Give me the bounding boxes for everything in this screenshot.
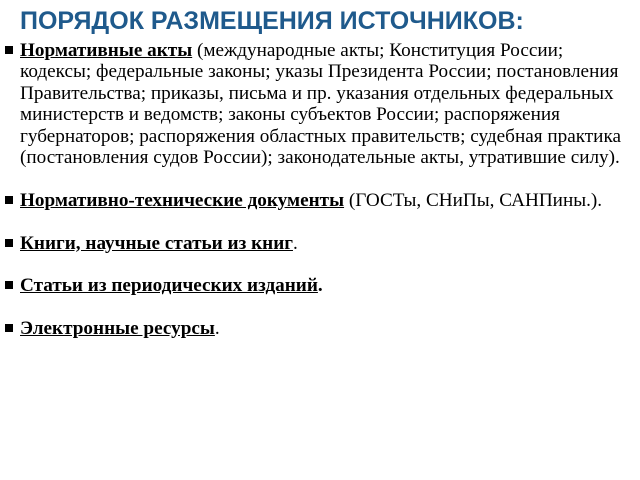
square-bullet-icon (5, 324, 13, 332)
item-term: Нормативные акты (20, 40, 193, 61)
item-description: . (317, 275, 323, 297)
square-bullet-icon (5, 46, 13, 54)
source-order-list (0, 40, 640, 340)
item-description: . (292, 232, 298, 254)
square-bullet-icon (5, 196, 13, 204)
item-description: (международные акты; Конституция России; кодексы; федеральные законы; указы Президента России; постановления Правительства; приказы, письма и пр. указания отдельных федеральных министерств и ведомств; законы субъектов России; распоряжения губернаторов; распоряжения областных правительств; судебная практика (постановления судов России); законодательные акты, утратившие силу). (20, 40, 621, 169)
item-description: . (214, 318, 220, 340)
square-bullet-icon (5, 239, 13, 247)
item-term: Книги, научные статьи из книг (20, 232, 293, 254)
item-term: Статьи из периодических изданий (20, 275, 318, 297)
list-item-normative-acts (0, 40, 640, 168)
list-item-technical-documents (0, 190, 640, 211)
item-description: (ГОСТы, СНиПы, САНПины.). (344, 189, 603, 211)
square-bullet-icon (5, 281, 13, 289)
slide-title: ПОРЯДОК РАЗМЕЩЕНИЯ ИСТОЧНИКОВ: (20, 7, 524, 35)
list-item-electronic-resources (0, 318, 640, 339)
item-term: Электронные ресурсы (20, 318, 215, 340)
list-item-books (0, 233, 640, 254)
item-term: Нормативно-технические документы (20, 189, 345, 211)
list-item-periodicals (0, 275, 640, 296)
